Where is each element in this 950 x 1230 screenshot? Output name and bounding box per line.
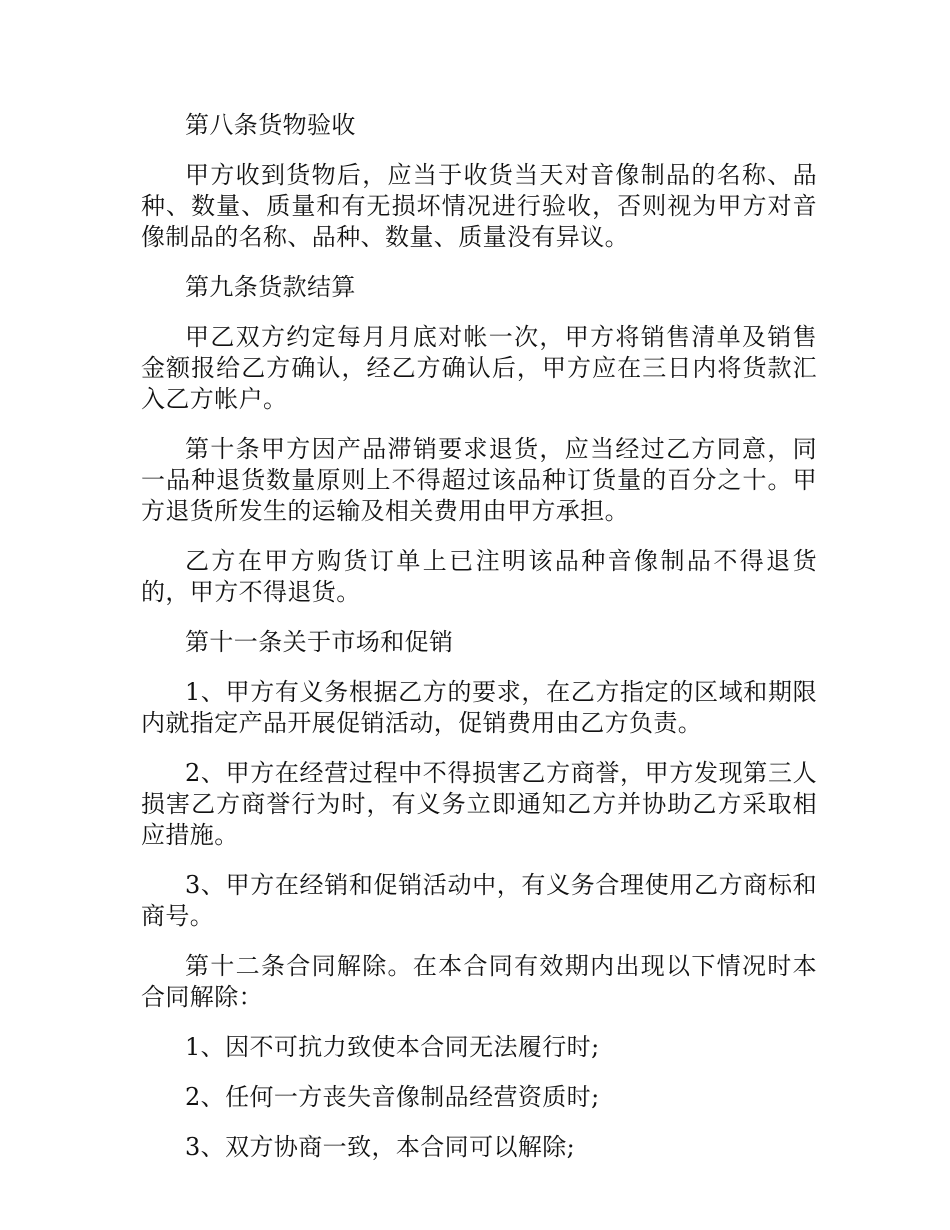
paragraph-no-return-clause: 乙方在甲方购货订单上已注明该品种音像制品不得退货的，甲方不得退货。 — [141, 547, 817, 606]
list-item-termination-1: 1、因不可抗力致使本合同无法履行时; — [185, 1033, 600, 1061]
document-body — [141, 110, 817, 1182]
list-item-promotion-1: 1、甲方有义务根据乙方的要求，在乙方指定的区域和期限内就指定产品开展促销活动，促销费用由乙方负责。 — [141, 678, 817, 737]
list-item-termination-3: 3、双方协商一致，本合同可以解除; — [185, 1133, 576, 1161]
paragraph-goods-inspection: 甲方收到货物后，应当于收货当天对音像制品的名称、品种、数量、质量和有无损坏情况进行验收，否则视为甲方对音像制品的名称、品种、数量、质量没有异议。 — [141, 161, 817, 251]
heading-article-9: 第九条货款结算 — [185, 273, 356, 301]
paragraph-article-10-returns: 第十条甲方因产品滞销要求退货，应当经过乙方同意，同一品种退货数量原则上不得超过该品种订货量的百分之十。甲方退货所发生的运输及相关费用由甲方承担。 — [141, 435, 817, 525]
paragraph-payment-settlement: 甲乙双方约定每月月底对帐一次，甲方将销售清单及销售金额报给乙方确认，经乙方确认后，甲方应在三日内将货款汇入乙方帐户。 — [141, 323, 817, 413]
paragraph-article-12-termination: 第十二条合同解除。在本合同有效期内出现以下情况时本合同解除： — [141, 952, 817, 1011]
list-item-promotion-2: 2、甲方在经营过程中不得损害乙方商誉，甲方发现第三人损害乙方商誉行为时，有义务立即通知乙方并协助乙方采取相应措施。 — [141, 759, 817, 849]
heading-article-11: 第十一条关于市场和促销 — [185, 628, 454, 656]
list-item-termination-2: 2、任何一方丧失音像制品经营资质时; — [185, 1083, 600, 1111]
list-item-promotion-3: 3、甲方在经销和促销活动中，有义务合理使用乙方商标和商号。 — [141, 871, 817, 930]
heading-article-8: 第八条货物验收 — [185, 111, 356, 139]
